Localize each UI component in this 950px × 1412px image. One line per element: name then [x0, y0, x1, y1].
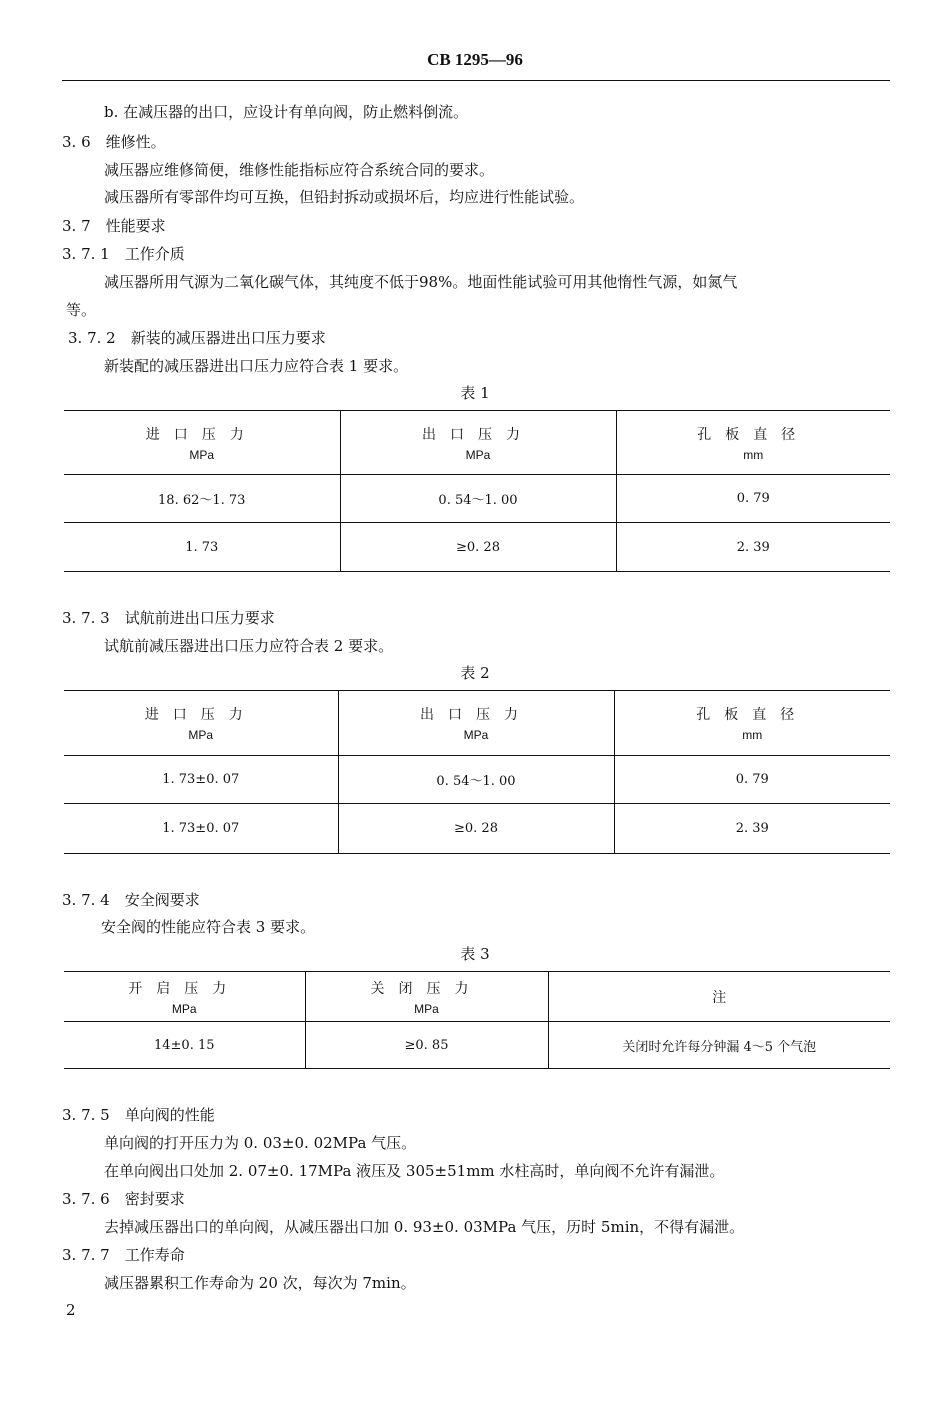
table-1-header-cell [340, 411, 616, 475]
table-2-header-unit: MPa [463, 728, 489, 742]
table-cell: 14±0. 15 [64, 1022, 305, 1069]
section-3-7-1-para-line1: 减压器所用气源为二氧化碳气体，其纯度不低于98%。地面性能试验可用其他惰性气源，如氮气 [104, 273, 738, 291]
section-3-6-para-2: 减压器所有零部件均可互换，但铅封拆动或损坏后，均应进行性能试验。 [104, 188, 585, 206]
table-3-header-unit: MPa [414, 1001, 439, 1016]
table-2-header-label: 进口压力 [144, 707, 257, 723]
section-3-7-5-para-1: 单向阀的打开压力为 0. 03±0. 02MPa 气压。 [104, 1134, 417, 1152]
section-3-7-7-para: 减压器累积工作寿命为 20 次，每次为 7min。 [104, 1274, 416, 1292]
table-cell: 18. 62～1. 73 [64, 475, 340, 523]
table-cell: 0. 79 [616, 475, 890, 523]
table-2-header-cell [338, 691, 614, 756]
table-cell: 0. 79 [614, 756, 890, 804]
page-number: 2 [66, 1301, 76, 1319]
header-rule [62, 80, 890, 81]
table-cell: 1. 73±0. 07 [64, 804, 338, 854]
section-3-7-heading: 3. 7 性能要求 [62, 217, 166, 235]
table-3-header-label: 开启压力 [128, 980, 241, 997]
table-2-caption: 表 2 [460, 664, 490, 682]
document-code: CB 1295—96 [427, 50, 523, 69]
table-3-header-unit: MPa [171, 1001, 197, 1016]
table-2-header-cell [614, 691, 890, 756]
table-1-header-label: 进口压力 [145, 426, 258, 443]
table-3-caption: 表 3 [460, 945, 490, 963]
table-2-header-unit: MPa [188, 728, 214, 742]
section-3-6-heading: 3. 6 维修性。 [62, 133, 166, 151]
table-1-header-label: 出口压力 [422, 426, 534, 443]
table-row [64, 475, 890, 523]
table-3-header-label: 注 [712, 989, 727, 1006]
section-3-7-6-para: 去掉减压器出口的单向阀，从减压器出口加 0. 93±0. 03MPa 气压，历时 5min，不得有漏泄。 [104, 1218, 745, 1236]
table-1-header-unit: mm [743, 447, 764, 462]
section-3-7-7-heading: 3. 7. 7 工作寿命 [62, 1246, 185, 1264]
table-cell: 0. 54～1. 00 [338, 756, 614, 804]
table-1-header-label: 孔板直径 [697, 426, 810, 443]
table-3-header-cell [548, 972, 890, 1022]
section-3-7-2-heading: 3. 7. 2 新装的减压器进出口压力要求 [68, 329, 326, 347]
table-1 [64, 410, 890, 572]
section-3-6-para-1: 减压器应维修简便，维修性能指标应符合系统合同的要求。 [104, 161, 495, 179]
table-2-header-row [64, 691, 890, 756]
section-3-7-5-heading: 3. 7. 5 单向阀的性能 [62, 1106, 215, 1124]
section-3-7-4-para: 安全阀的性能应符合表 3 要求。 [101, 918, 316, 936]
table-cell: ≥0. 85 [305, 1022, 548, 1069]
table-cell: 2. 39 [616, 523, 890, 572]
section-3-7-5-para-2: 在单向阀出口处加 2. 07±0. 17MPa 液压及 305±51mm 水柱高时，单向阀不允许有漏泄。 [104, 1162, 725, 1180]
table-row [64, 1022, 890, 1069]
table-cell: 关闭时允许每分钟漏 4～5 个气泡 [548, 1022, 890, 1069]
table-1-caption: 表 1 [460, 384, 490, 402]
table-1-header-cell [616, 411, 890, 475]
table-cell: 2. 39 [614, 804, 890, 854]
table-2-header-label: 出口压力 [420, 707, 532, 723]
section-3-7-2-para: 新装配的减压器进出口压力应符合表 1 要求。 [104, 357, 409, 375]
table-1-header-row [64, 411, 890, 475]
table-cell: 1. 73±0. 07 [64, 756, 338, 804]
table-1-header-cell [64, 411, 340, 475]
table-row [64, 523, 890, 572]
section-3-7-1-para-line2: 等。 [66, 301, 97, 319]
table-3-header-row [64, 972, 890, 1022]
table-cell: 1. 73 [64, 523, 340, 572]
table-2-header-cell [64, 691, 338, 756]
table-3-header-cell [64, 972, 305, 1022]
table-3-header-cell [305, 972, 548, 1022]
table-row [64, 756, 890, 804]
section-3-7-6-heading: 3. 7. 6 密封要求 [62, 1190, 185, 1208]
section-3-7-3-heading: 3. 7. 3 试航前进出口压力要求 [62, 609, 275, 627]
table-row [64, 804, 890, 854]
table-2-header-unit: mm [742, 728, 763, 742]
table-3 [64, 971, 890, 1069]
table-1-header-unit: MPa [189, 447, 215, 462]
table-3-header-label: 关闭压力 [370, 980, 483, 997]
table-2-header-label: 孔板直径 [696, 707, 809, 723]
section-3-7-3-para: 试航前减压器进出口压力应符合表 2 要求。 [104, 637, 394, 655]
table-1-header-unit: MPa [465, 447, 491, 462]
table-cell: ≥0. 28 [340, 523, 616, 572]
table-cell: ≥0. 28 [338, 804, 614, 854]
section-3-7-4-heading: 3. 7. 4 安全阀要求 [62, 891, 200, 909]
table-cell: 0. 54～1. 00 [340, 475, 616, 523]
clause-b: b. 在减压器的出口，应设计有单向阀，防止燃料倒流。 [104, 103, 469, 121]
table-2 [64, 690, 890, 854]
section-3-7-1-heading: 3. 7. 1 工作介质 [62, 245, 185, 263]
